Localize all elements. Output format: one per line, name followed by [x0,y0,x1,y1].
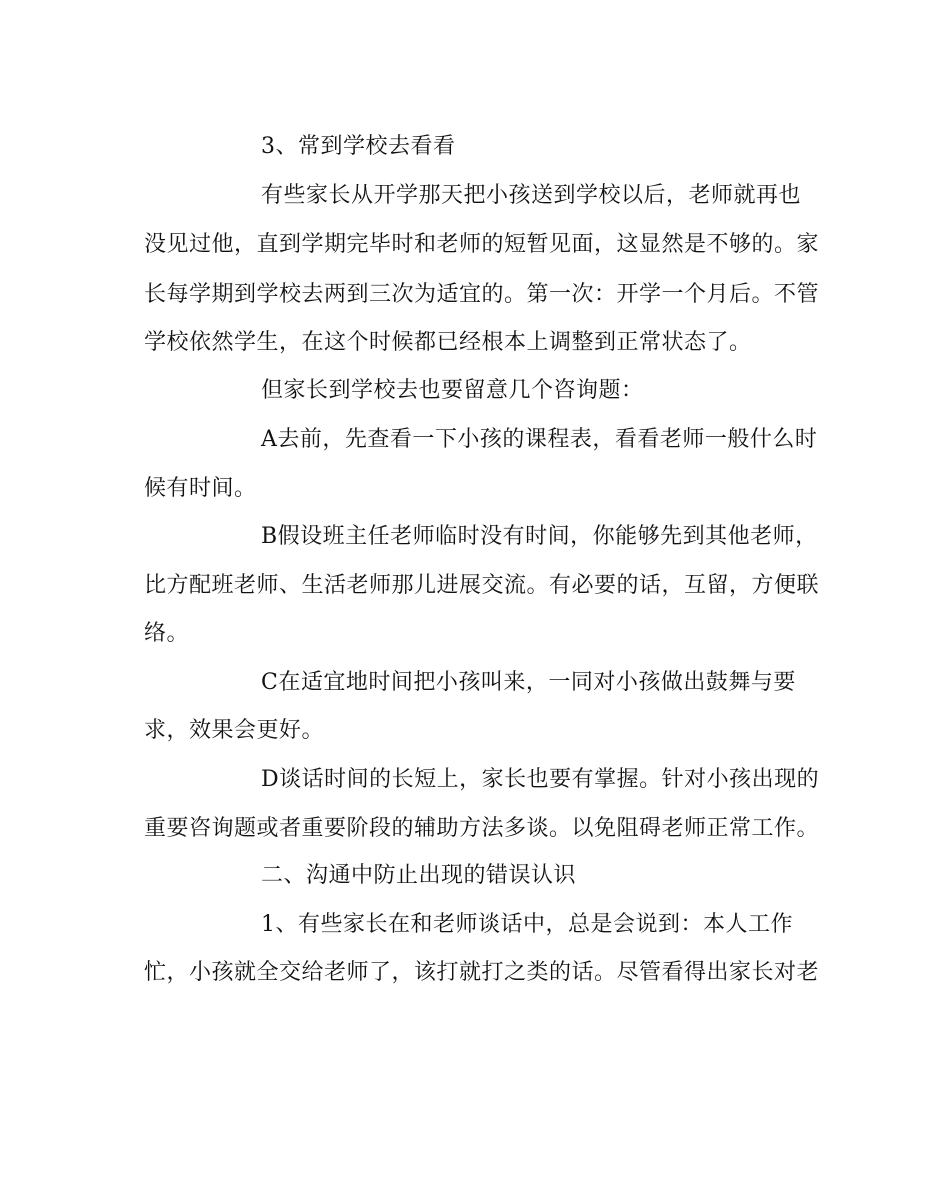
paragraph-line: 重要咨询题或者重要阶段的辅助方法多谈。以免阻碍老师正常工作。 [144,816,820,841]
list-item-d: D谈话时间的长短上，家长也要有掌握。针对小孩出现的 [261,767,820,792]
paragraph-line: 没见过他，直到学期完毕时和老师的短暂见面，这显然是不够的。家 [144,232,820,257]
paragraph-line: 求，效果会更好。 [144,718,325,743]
paragraph-line: 候有时间。 [144,476,257,501]
paragraph-line: 有些家长从开学那天把小孩送到学校以后，老师就再也 [261,183,802,208]
paragraph-line: 学校依然学生，在这个时候都已经根本上调整到正常状态了。 [144,330,752,355]
section-heading: 二、沟通中防止出现的错误认识 [261,863,577,888]
paragraph-line: 1、有些家长在和老师谈话中，总是会说到：本人工作 [261,912,793,937]
list-item-c: C在适宜地时间把小孩叫来，一同对小孩做出鼓舞与要 [261,670,796,695]
paragraph-line: 但家长到学校去也要留意几个咨询题： [261,378,644,403]
list-item-a: A去前，先查看一下小孩的课程表，看看老师一般什么时 [261,427,818,452]
section-heading: 3、常到学校去看看 [261,134,456,159]
paragraph-line: 络。 [144,621,190,646]
paragraph-line: 比方配班老师、生活老师那儿进展交流。有必要的话，互留，方便联 [144,573,820,598]
list-item-b: B假设班主任老师临时没有时间，你能够先到其他老师， [261,524,818,549]
paragraph-line: 忙，小孩就全交给老师了，该打就打之类的话。尽管看得出家长对老 [144,960,820,985]
paragraph-line: 长每学期到学校去两到三次为适宜的。第一次：开学一个月后。不管 [144,282,820,307]
